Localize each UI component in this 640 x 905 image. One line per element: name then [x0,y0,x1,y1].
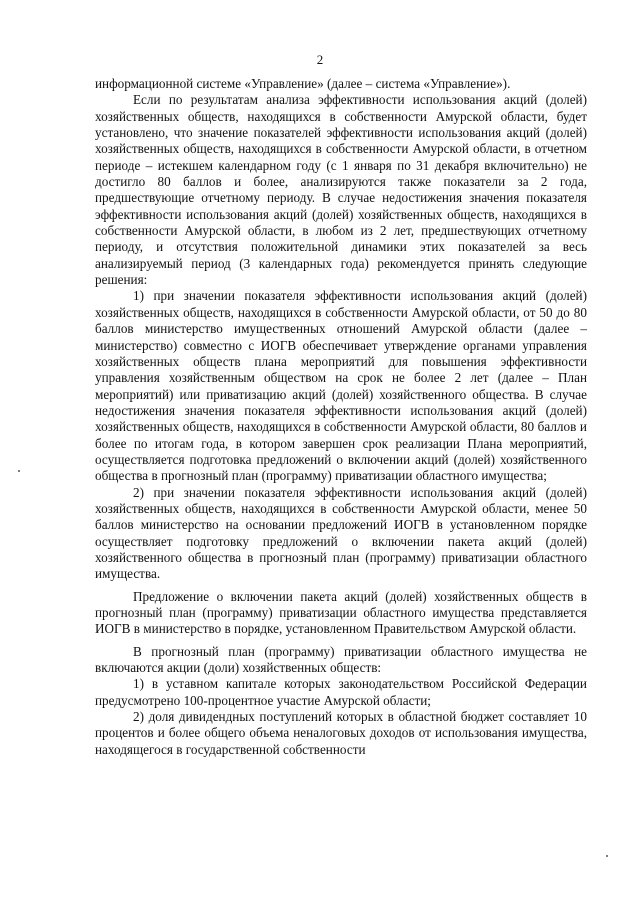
paragraph-item-1: 1) при значении показателя эффективности использования акций (долей) хозяйственных обществ, находящихся в собственности Амурской области, от 50 до 80 баллов министерство имущественных отношений Амурской области (далее – министерство) совместно с ИОГВ обеспечивает утверждение органами управления хозяйственных обществ плана мероприятий для повышения эффективности управления хозяйственным обществом на срок не более 2 лет (далее – План мероприятий) или приватизацию акций (долей) хозяйственного общества. В случае недостижения значения показателя эффективности использования акций (долей) хозяйственных обществ, находящихся в собственности Амурской области, 80 баллов и более по итогам года, в котором завершен срок реализации Плана мероприятий, осуществляется подготовка предложений о включении акций (долей) хозяйственного общества в прогнозный план (программу) приватизации областного имущества; [95,288,587,484]
page-number: 2 [316,52,324,67]
paragraph-analysis: Если по результатам анализа эффективности использования акций (долей) хозяйственных обществ, находящихся в собственности Амурской области, будет установлено, что значение показателей эффективности использования акций (долей) хозяйственных обществ, находящихся в собственности Амурской области, в отчетном периоде – истекшем календарном году (с 1 января по 31 декабря включительно) не достигло 80 баллов и более, анализируются также показатели за 2 года, предшествующие отчетному периоду. В случае недостижения значения показателя эффективности использования акций (долей) хозяйственных обществ, находящихся в собственности Амурской области, в любом из 2 лет, предшествующих отчетному периоду, и отсутствия положительной динамики этих показателей за весь анализируемый период (3 календарных года) рекомендуется принять следующие решения: [95,92,587,288]
document-body [95,76,587,758]
paragraph-exclusion-2: 2) доля дивидендных поступлений которых в областной бюджет составляет 10 процентов и более общего объема неналоговых доходов от использования имущества, находящегося в государственной собственности [95,709,587,757]
paragraph-item-2: 2) при значении показателя эффективности использования акций (долей) хозяйственных обществ, находящихся в собственности Амурской области, менее 50 баллов министерство на основании предложений ИОГВ в установленном порядке осуществляет подготовку предложений о включении пакета акций (долей) хозяйственного общества в прогнозный план (программу) приватизации областного имущества. [95,484,587,582]
scan-speck [18,470,20,472]
paragraph-exclusion-1: 1) в уставном капитале которых законодательством Российской Федерации предусмотрено 100-процентное участие Амурской области; [95,676,587,708]
paragraph-exclusions: В прогнозный план (программу) приватизации областного имущества не включаются акции (доли) хозяйственных обществ: [95,643,587,676]
paragraph-proposal: Предложение о включении пакета акций (долей) хозяйственных обществ в прогнозный план (программу) приватизации областного имущества представляется ИОГВ в министерство в порядке, установленном Правительством Амурской области. [95,588,587,637]
scan-speck [606,855,608,857]
paragraph-continuation: информационной системе «Управление» (далее – система «Управление»). [95,76,511,91]
